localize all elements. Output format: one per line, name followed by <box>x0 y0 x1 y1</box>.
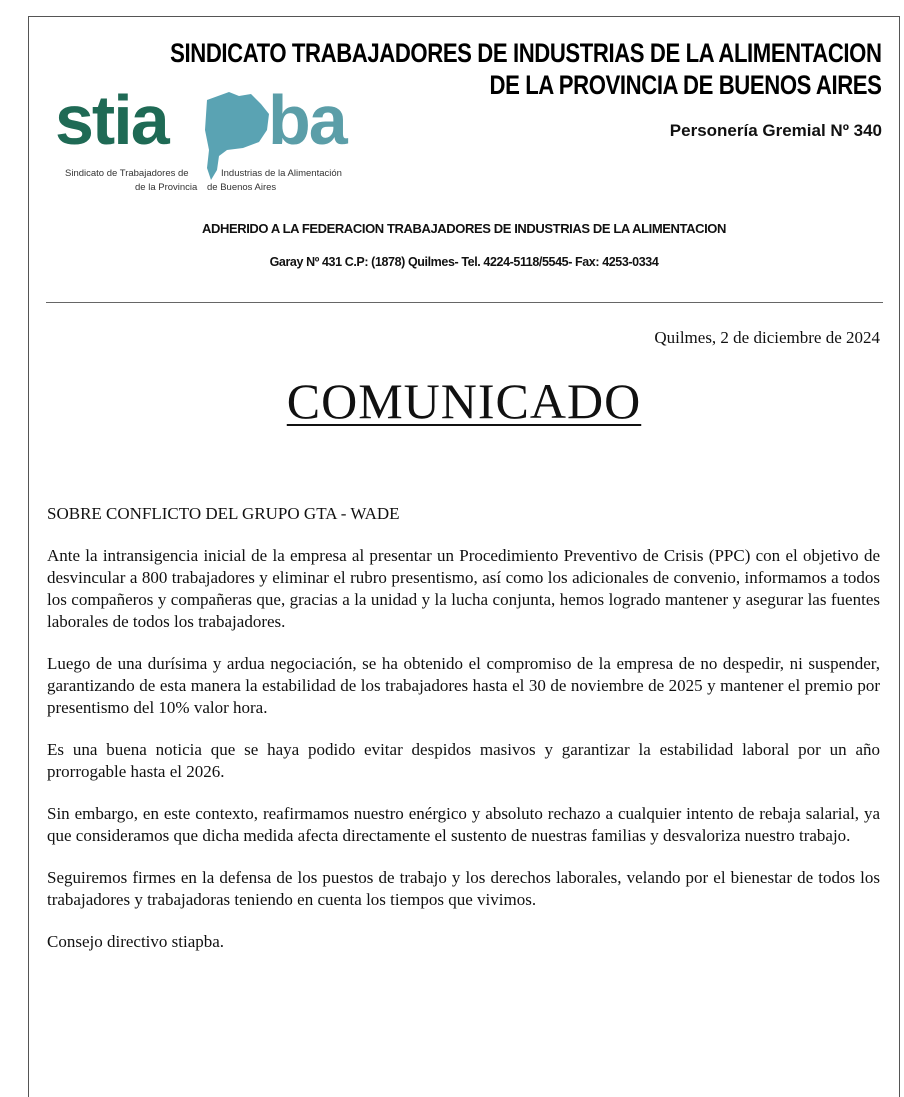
stiapba-logo <box>55 81 375 198</box>
adherido-line: ADHERIDO A LA FEDERACION TRABAJADORES DE INDUSTRIAS DE LA ALIMENTACION <box>201 221 727 236</box>
org-line-1: SINDICATO TRABAJADORES DE INDUSTRIAS DE LA ALIMENTACION <box>170 38 882 68</box>
paragraph: Luego de una durísima y ardua negociación, se ha obtenido el compromiso de la empresa de no despedir, ni suspender, garantizando de esta manera la estabilidad de los trabajadores hasta el 30 de noviembre de 2025 y mantener el premio por presentismo del 10% valor hora. <box>47 654 880 717</box>
org-line-2: DE LA PROVINCIA DE BUENOS AIRES <box>489 70 882 100</box>
address-line: Garay Nº 431 C.P: (1878) Quilmes- Tel. 4224-5118/5545- Fax: 4253-0334 <box>269 255 659 269</box>
logo-subtitle: de Buenos Aires <box>207 182 277 193</box>
paragraph: Ante la intransigencia inicial de la empresa al presentar un Procedimiento Preventivo de Crisis (PPC) con el objetivo de desvincular a 800 trabajadores y eliminar el rubro presentismo, así como los adicionales de convenio, informamos a todos los compañeros y compañeras que, gracias a la unidad y la lucha conjunta, hemos logrado mantener y asegurar las fuentes laborales de todos los trabajadores. <box>47 546 880 631</box>
logo-ba: ba <box>268 81 346 159</box>
title-text: COMUNICADO <box>286 373 642 429</box>
paragraph: Es una buena noticia que se haya podido evitar despidos masivos y garantizar la estabilidad laboral por un año prorrogable hasta el 2026. <box>47 740 880 781</box>
signature: Consejo directivo stiapba. <box>47 932 225 951</box>
document-title <box>0 372 904 430</box>
document-body <box>47 503 880 973</box>
paragraph: Seguiremos firmes en la defensa de los puestos de trabajo y los derechos laborales, velando por el bienestar de todos los trabajadores y trabajadoras teniendo en cuenta los tiempos que vivimos. <box>47 868 880 909</box>
divider <box>46 302 883 303</box>
logo-stia: stia <box>55 81 168 159</box>
paragraph: Sin embargo, en este contexto, reafirmamos nuestro enérgico y absoluto rechazo a cualquier intento de rebaja salarial, ya que consideramos que dicha medida afecta directamente el sustento de nuestras familias y desvaloriza nuestro trabajo. <box>47 804 880 845</box>
date: Quilmes, 2 de diciembre de 2024 <box>654 328 880 347</box>
logo-subtitle: Industrias de la Alimentación <box>221 168 342 179</box>
logo-subtitle: Sindicato de Trabajadores de <box>65 168 189 179</box>
logo-subtitle: de la Provincia <box>135 182 198 193</box>
subject: SOBRE CONFLICTO DEL GRUPO GTA - WADE <box>47 504 400 523</box>
personeria: Personería Gremial Nº 340 <box>669 121 882 140</box>
